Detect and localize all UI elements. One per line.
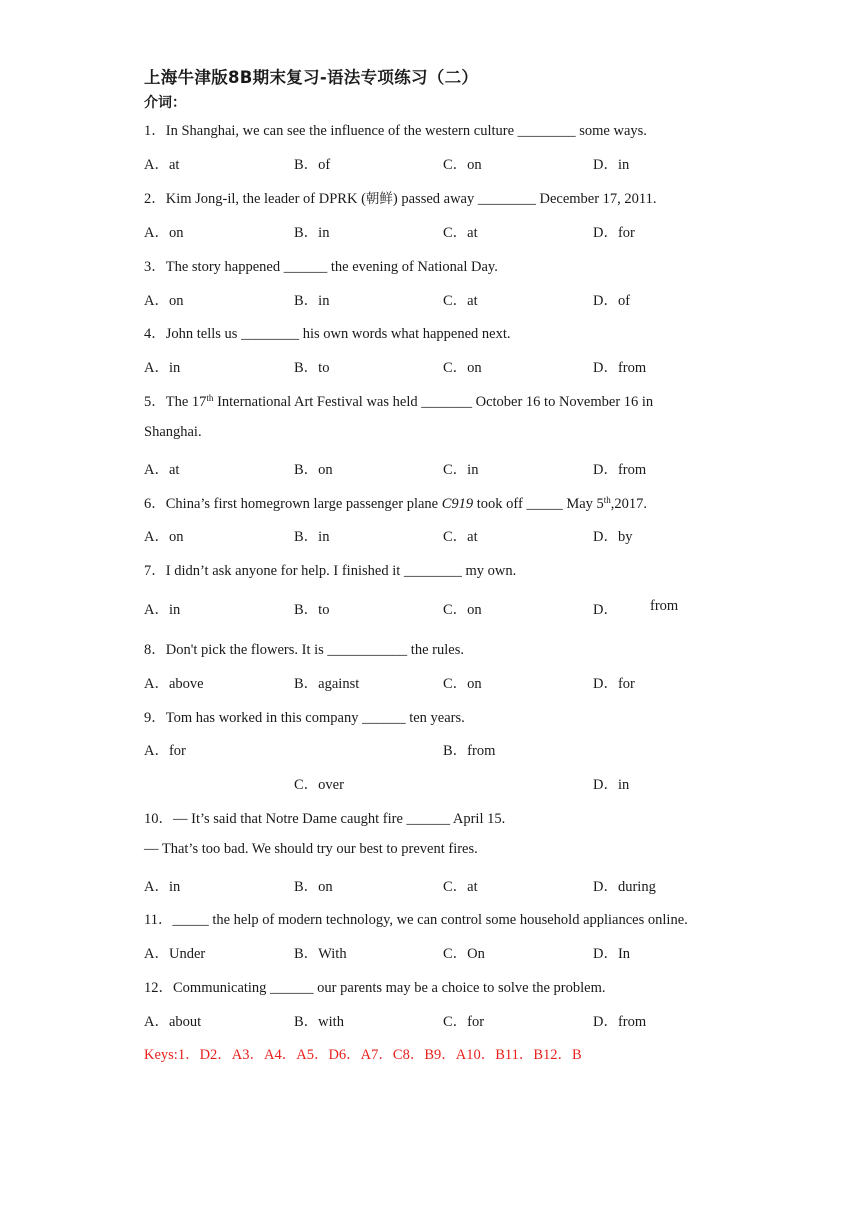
- q3-option-b: B．in: [294, 293, 330, 309]
- q8-option-d: D．for: [593, 676, 635, 692]
- q6-option-d: D．by: [593, 529, 633, 545]
- q3-option-c: C．at: [443, 293, 478, 309]
- q6-text-end: ,2017.: [610, 496, 648, 512]
- question-2: [144, 187, 657, 208]
- question-3: 3．The story happened ______ the evening of National Day.: [144, 259, 498, 275]
- q2-option-c: C．at: [443, 225, 478, 241]
- question-1: 1．In Shanghai, we can see the influence of the western culture ________ some ways.: [144, 123, 647, 139]
- q9-option-a: A．for: [144, 743, 186, 759]
- q2-option-b: B．in: [294, 225, 330, 241]
- q2-option-a: A．on: [144, 225, 184, 241]
- q8-option-c: C．on: [443, 676, 482, 692]
- q5-option-a: A．at: [144, 462, 180, 478]
- q4-option-c: C．on: [443, 360, 482, 376]
- q10-option-c: C．at: [443, 879, 478, 895]
- q12-option-d: D．from: [593, 1014, 647, 1030]
- q4-option-b: B．to: [294, 360, 330, 376]
- q6-plane-model: C919: [441, 496, 474, 512]
- q6-text-middle: took off _____ May 5: [473, 496, 604, 512]
- q12-option-b: B．with: [294, 1014, 344, 1030]
- q10-option-b: B．on: [294, 879, 333, 895]
- question-5-continued: Shanghai.: [144, 424, 202, 440]
- q9-option-c: C．over: [294, 777, 344, 793]
- q1-option-c: C．on: [443, 157, 482, 173]
- q3-option-d: D．of: [593, 293, 631, 309]
- q10-option-a: A．in: [144, 879, 181, 895]
- q7-option-b: B．to: [294, 602, 330, 618]
- section-heading: 介词：: [144, 95, 186, 111]
- q2-chinese-gloss: 朝鲜: [365, 191, 393, 207]
- q1-option-a: A．at: [144, 157, 180, 173]
- q4-option-a: A．in: [144, 360, 181, 376]
- q5-option-d: D．from: [593, 462, 647, 478]
- q11-option-a: A．Under: [144, 946, 206, 962]
- q7-option-a: A．in: [144, 602, 181, 618]
- question-6: [144, 492, 647, 513]
- q5-text-start: 5．The 17: [144, 394, 207, 410]
- q4-option-d: D．from: [593, 360, 647, 376]
- question-12: 12．Communicating ______ our parents may be a choice to solve the problem.: [144, 980, 606, 996]
- question-10-reply: — That’s too bad. We should try our best to prevent fires.: [144, 841, 478, 857]
- q3-option-a: A．on: [144, 293, 184, 309]
- question-10: 10．— It’s said that Notre Dame caught fire ______ April 15.: [144, 811, 506, 827]
- question-8: 8．Don't pick the flowers. It is ___________ the rules.: [144, 642, 464, 658]
- q6-text-start: 6．China’s first homegrown large passenger plane: [144, 496, 442, 512]
- q6-option-c: C．at: [443, 529, 478, 545]
- question-7: 7．I didn’t ask anyone for help. I finished it ________ my own.: [144, 563, 517, 579]
- q10-option-d: D．during: [593, 879, 656, 895]
- q11-option-c: C．On: [443, 946, 485, 962]
- answer-keys: Keys:1．D2．A3．A4．A5．D6．A7．C8．B9．A10．B11．B12．B: [144, 1047, 582, 1063]
- q9-option-b: B．from: [443, 743, 496, 759]
- q2-text-end: ) passed away ________ December 17, 2011.: [392, 191, 657, 207]
- q7-option-d-label: D．: [593, 602, 618, 618]
- q5-text-end: International Art Festival was held _______ October 16 to November 16 in: [213, 394, 654, 410]
- q8-option-b: B．against: [294, 676, 360, 692]
- q9-option-d: D．in: [593, 777, 630, 793]
- q12-option-c: C．for: [443, 1014, 485, 1030]
- q6-ordinal-suffix: th: [603, 495, 611, 505]
- question-5: [144, 390, 653, 411]
- q8-option-a: A．above: [144, 676, 204, 692]
- q5-ordinal-suffix: th: [206, 393, 214, 403]
- q11-option-b: B．With: [294, 946, 347, 962]
- q11-option-d: D．In: [593, 946, 631, 962]
- q7-option-d-value: from: [650, 598, 679, 614]
- question-4: 4．John tells us ________ his own words what happened next.: [144, 326, 511, 342]
- q1-option-b: B．of: [294, 157, 331, 173]
- q12-option-a: A．about: [144, 1014, 202, 1030]
- q2-option-d: D．for: [593, 225, 635, 241]
- q6-option-b: B．in: [294, 529, 330, 545]
- question-9: 9．Tom has worked in this company ______ ten years.: [144, 710, 465, 726]
- q5-option-c: C．in: [443, 462, 479, 478]
- q5-option-b: B．on: [294, 462, 333, 478]
- q7-option-c: C．on: [443, 602, 482, 618]
- q6-option-a: A．on: [144, 529, 184, 545]
- page-title: 上海牛津版8B期末复习-语法专项练习（二）: [144, 68, 479, 87]
- question-11: 11．_____ the help of modern technology, we can control some household appliances online.: [144, 912, 688, 928]
- q1-option-d: D．in: [593, 157, 630, 173]
- q2-text-start: 2．Kim Jong-il, the leader of DPRK (: [144, 191, 366, 207]
